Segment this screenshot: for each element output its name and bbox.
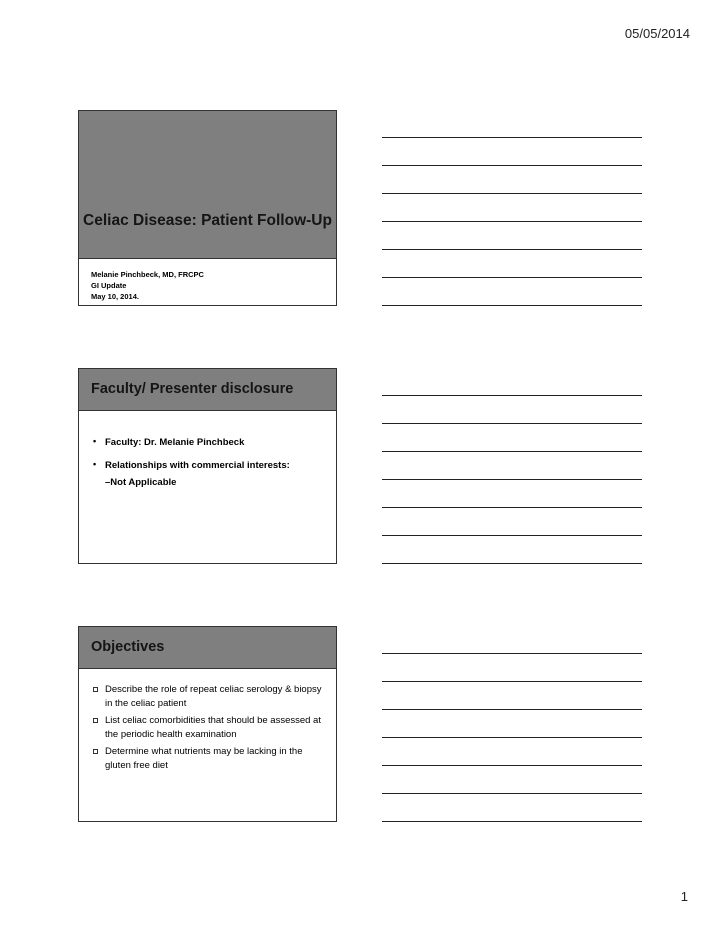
- objective-item: [93, 745, 322, 772]
- objective-text: List celiac comorbidities that should be assessed at the periodic health examination: [105, 715, 321, 740]
- slide-thumbnail-2: [78, 368, 337, 564]
- note-line: [382, 681, 642, 682]
- sub-bullet-text: –Not Applicable: [105, 477, 177, 488]
- square-bullet-icon: [93, 718, 98, 723]
- presenter-name: Melanie Pinchbeck, MD, FRCPC: [91, 270, 204, 279]
- bullet-dot-icon: •: [93, 459, 97, 469]
- event-name: GI Update: [91, 281, 127, 290]
- bullet-item: [93, 460, 336, 488]
- note-line: [382, 765, 642, 766]
- objective-item: [93, 683, 322, 710]
- note-line: [382, 507, 642, 508]
- note-line: [382, 221, 642, 222]
- slide-title-area: [79, 369, 336, 411]
- note-line: [382, 535, 642, 536]
- square-bullet-icon: [93, 687, 98, 692]
- note-line: [382, 737, 642, 738]
- slide-title: Faculty/ Presenter disclosure: [91, 381, 294, 397]
- objective-text: Determine what nutrients may be lacking in the gluten free diet: [105, 746, 303, 771]
- event-date: May 10, 2014.: [91, 292, 139, 301]
- slide-body: [79, 411, 336, 488]
- slide-title: Objectives: [91, 639, 165, 655]
- objective-item: [93, 714, 322, 741]
- note-line: [382, 423, 642, 424]
- note-line: [382, 451, 642, 452]
- note-line: [382, 277, 642, 278]
- objective-text: Describe the role of repeat celiac serology & biopsy in the celiac patient: [105, 684, 322, 709]
- bullet-item: [93, 437, 336, 448]
- note-line: [382, 305, 642, 306]
- slide-thumbnail-3: [78, 626, 337, 822]
- note-line: [382, 709, 642, 710]
- note-line: [382, 653, 642, 654]
- bullet-text: Relationships with commercial interests:: [105, 460, 290, 471]
- note-line: [382, 193, 642, 194]
- note-line: [382, 165, 642, 166]
- slide-title-area: [79, 111, 336, 259]
- slide-thumbnail-1: [78, 110, 337, 306]
- bullet-text: Faculty: Dr. Melanie Pinchbeck: [105, 437, 245, 448]
- note-line: [382, 793, 642, 794]
- slide-subtitle-block: [79, 259, 336, 302]
- page-number: 1: [680, 889, 688, 904]
- note-line: [382, 563, 642, 564]
- note-line: [382, 249, 642, 250]
- note-line: [382, 821, 642, 822]
- bullet-dot-icon: •: [93, 436, 97, 446]
- square-bullet-icon: [93, 749, 98, 754]
- note-line: [382, 479, 642, 480]
- slide-body: [79, 669, 336, 772]
- note-line: [382, 137, 642, 138]
- note-line: [382, 395, 642, 396]
- slide-title: Celiac Disease: Patient Follow-Up: [83, 212, 332, 229]
- page-date: 05/05/2014: [624, 26, 690, 41]
- slide-title-area: [79, 627, 336, 669]
